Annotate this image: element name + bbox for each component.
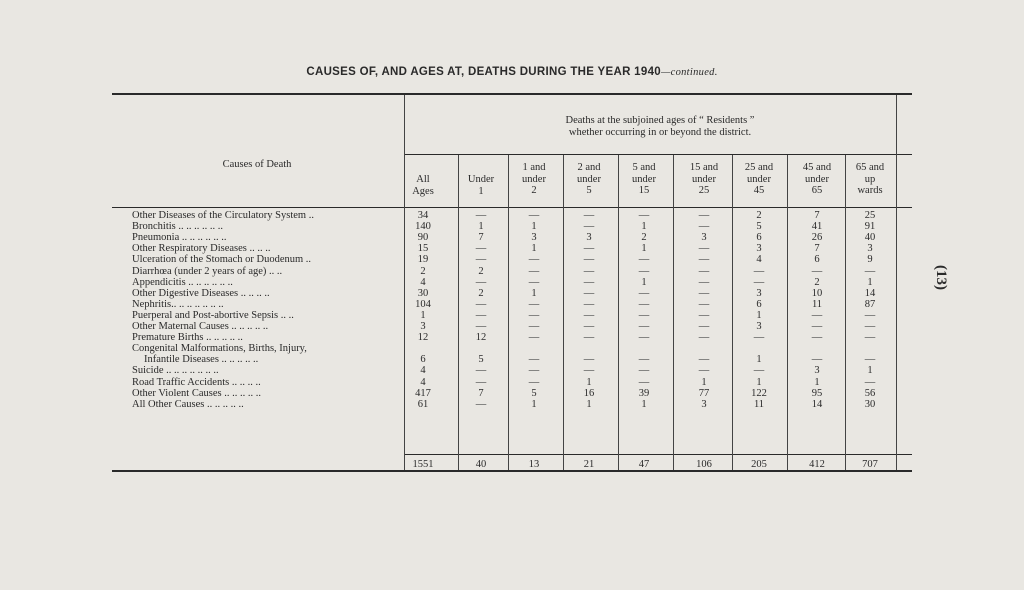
table-row: [0, 277, 1024, 288]
table-cell: 15: [417, 243, 429, 255]
column-header-line: 5: [586, 185, 592, 196]
table-row: [0, 388, 1024, 399]
table-cell: —: [583, 210, 595, 221]
column-header-line: 1 and: [522, 162, 546, 173]
table-cell: —: [528, 276, 540, 288]
table-row: [0, 365, 1024, 376]
cause-label: Diarrhœa (under 2 years of age) .. ..: [132, 265, 283, 277]
table-row: [0, 243, 1024, 254]
table-cell: 1: [531, 221, 537, 233]
table-cell: 4: [420, 365, 426, 377]
table-cell: 1: [814, 376, 820, 388]
total-cell: 106: [696, 459, 712, 470]
table-row: [0, 354, 1024, 365]
page-title: [0, 66, 1024, 78]
column-header-line: 25: [698, 185, 710, 196]
header-bottom-rule: [112, 207, 912, 208]
table-cell: —: [698, 254, 710, 266]
total-cell: 40: [475, 459, 487, 470]
table-cell: 11: [811, 298, 823, 310]
cause-label: Other Respiratory Diseases .. .. ..: [132, 243, 271, 255]
table-cell: 26: [811, 232, 823, 244]
table-cell: —: [864, 376, 876, 388]
cause-label: All Other Causes .. .. .. .. ..: [132, 398, 244, 410]
title-continued: —continued.: [660, 67, 718, 78]
table-cell: —: [583, 221, 595, 233]
table-cell: 1: [586, 398, 592, 410]
table-cell: —: [638, 354, 650, 366]
table-cell: 3: [756, 287, 762, 299]
deaths-header-line1: Deaths at the subjoined ages of “ Residents ”: [565, 115, 755, 126]
table-row: [0, 332, 1024, 343]
table-cell: —: [583, 276, 595, 288]
column-header-line: Under: [467, 174, 495, 185]
table-cell: 2: [420, 265, 426, 277]
cause-label: Appendicitis .. .. .. .. .. ..: [132, 276, 233, 288]
table-cell: —: [638, 265, 650, 277]
table-cell: —: [698, 321, 710, 332]
column-header: [732, 162, 786, 197]
column-header-line: 1: [478, 185, 484, 197]
table-cell: 1: [586, 376, 592, 388]
table-cell: 77: [698, 387, 710, 399]
table-cell: —: [698, 210, 710, 221]
table-cell: 3: [814, 365, 820, 377]
table-cell: 1: [641, 276, 647, 288]
table-cell: —: [864, 309, 876, 321]
table-cell: 104: [415, 298, 431, 310]
cause-label: Other Digestive Diseases .. .. .. ..: [132, 287, 270, 299]
table-cell: —: [528, 254, 540, 266]
table-cell: 1: [420, 309, 426, 321]
table-cell: 61: [417, 398, 429, 410]
table-cell: 34: [417, 210, 429, 221]
table-cell: —: [475, 210, 487, 221]
table-cell: —: [753, 276, 765, 288]
table-cell: 30: [864, 398, 876, 410]
table-cell: 90: [417, 232, 429, 244]
total-cell: 412: [809, 459, 825, 470]
cause-label: Other Diseases of the Circulatory System ..: [132, 210, 314, 221]
table-cell: —: [583, 365, 595, 377]
table-cell: 19: [417, 254, 429, 266]
table-cell: 2: [814, 276, 820, 288]
table-cell: —: [583, 332, 595, 344]
table-cell: —: [698, 354, 710, 366]
table-row: [0, 399, 1024, 410]
column-header: [507, 162, 561, 197]
table-cell: 3: [867, 243, 873, 255]
table-cell: 122: [751, 387, 767, 399]
table-cell: —: [528, 210, 540, 221]
table-cell: —: [864, 332, 876, 344]
column-header-line: 25 and: [744, 162, 774, 173]
table-cell: 91: [864, 221, 876, 233]
table-cell: —: [698, 287, 710, 299]
column-header-line: under: [522, 173, 546, 185]
table-cell: —: [475, 309, 487, 321]
table-cell: —: [698, 298, 710, 310]
column-header: [454, 174, 508, 209]
table-cell: 12: [417, 332, 429, 344]
table-cell: —: [753, 265, 765, 277]
cause-label: Ulceration of the Stomach or Duodenum ..: [132, 254, 312, 266]
table-cell: 10: [811, 287, 823, 299]
table-cell: 7: [478, 387, 484, 399]
table-cell: —: [864, 354, 876, 366]
totals-row: [0, 459, 1024, 471]
table-cell: 5: [531, 387, 537, 399]
table-row: [0, 288, 1024, 299]
table-cell: —: [638, 254, 650, 266]
table-cell: 14: [864, 287, 876, 299]
table-cell: —: [698, 265, 710, 277]
table-cell: 1: [756, 376, 762, 388]
table-cell: 95: [811, 387, 823, 399]
table-cell: —: [583, 354, 595, 366]
table-cell: —: [583, 265, 595, 277]
table-cell: 1: [867, 365, 873, 377]
table-cell: 1: [756, 354, 762, 366]
table-cell: 40: [864, 232, 876, 244]
table-row: [0, 321, 1024, 332]
table-cell: —: [583, 243, 595, 255]
table-cell: —: [864, 265, 876, 277]
cause-label: Pneumonia .. .. .. .. .. ..: [132, 232, 227, 244]
table-cell: 9: [867, 254, 873, 266]
table-cell: 1: [531, 287, 537, 299]
title-main: CAUSES OF, AND AGES AT, DEATHS DURING THE YEAR 1940: [306, 66, 661, 78]
column-header: [843, 162, 897, 197]
column-header-line: up: [864, 173, 876, 185]
total-cell: 205: [751, 459, 767, 470]
cause-label: Congenital Malformations, Births, Injury,: [132, 343, 307, 355]
table-row: [0, 254, 1024, 265]
column-header-line: 2 and: [577, 162, 601, 173]
table-cell: 6: [756, 232, 762, 244]
table-cell: —: [528, 309, 540, 321]
deaths-header-line2: whether occurring in or beyond the district.: [568, 127, 752, 138]
table-cell: —: [698, 332, 710, 344]
column-header-line: 15 and: [689, 162, 719, 173]
table-cell: —: [638, 321, 650, 332]
table-row: [0, 221, 1024, 232]
cause-label: Infantile Diseases .. .. .. .. ..: [144, 354, 259, 366]
table-cell: 5: [478, 354, 484, 366]
table-cell: 3: [586, 232, 592, 244]
table-cell: —: [583, 309, 595, 321]
table-cell: 7: [814, 243, 820, 255]
cause-label: Suicide .. .. .. .. .. .. ..: [132, 365, 219, 377]
table-cell: —: [475, 398, 487, 410]
table-cell: 6: [756, 298, 762, 310]
table-cell: —: [864, 321, 876, 332]
column-header: [396, 174, 450, 209]
table-cell: 6: [814, 254, 820, 266]
table-cell: 3: [701, 398, 707, 410]
deaths-header: [410, 115, 910, 139]
table-cell: —: [528, 298, 540, 310]
table-cell: 3: [756, 321, 762, 332]
table-cell: —: [638, 287, 650, 299]
table-cell: —: [638, 365, 650, 377]
table-cell: 4: [756, 254, 762, 266]
table-cell: 4: [420, 276, 426, 288]
table-cell: 39: [638, 387, 650, 399]
table-cell: 417: [415, 387, 431, 399]
page-number: (13): [933, 265, 949, 290]
cause-label: Puerperal and Post-abortive Sepsis .. ..: [132, 309, 294, 321]
table-cell: —: [638, 376, 650, 388]
table-cell: 14: [811, 398, 823, 410]
table-cell: —: [528, 354, 540, 366]
table-cell: —: [528, 265, 540, 277]
table-cell: —: [475, 298, 487, 310]
table-cell: 87: [864, 298, 876, 310]
table-cell: —: [698, 365, 710, 377]
table-cell: —: [811, 321, 823, 332]
column-header: [677, 162, 731, 197]
table-row: [0, 377, 1024, 388]
table-cell: —: [583, 287, 595, 299]
column-header-line: wards: [857, 185, 883, 196]
table-cell: 1: [531, 243, 537, 255]
table-cell: 56: [864, 387, 876, 399]
table-cell: —: [475, 243, 487, 255]
table-cell: —: [698, 309, 710, 321]
cause-label: Road Traffic Accidents .. .. .. ..: [132, 376, 261, 388]
column-header-line: under: [632, 173, 656, 185]
table-cell: 6: [420, 354, 426, 366]
table-cell: 3: [701, 232, 707, 244]
table-cell: 16: [583, 387, 595, 399]
table-cell: —: [475, 365, 487, 377]
column-header-line: 65 and: [855, 162, 885, 173]
table-cell: 3: [420, 321, 426, 332]
table-cell: —: [753, 365, 765, 377]
table-row: [0, 210, 1024, 221]
table-cell: 2: [756, 210, 762, 221]
table-cell: —: [583, 298, 595, 310]
cause-label: Bronchitis .. .. .. .. .. ..: [132, 221, 223, 233]
column-header-line: 45 and: [802, 162, 832, 173]
table-cell: 140: [415, 221, 431, 233]
table-cell: —: [753, 332, 765, 344]
table-cell: —: [528, 321, 540, 332]
table-cell: —: [811, 354, 823, 366]
subheader-rule: [404, 154, 912, 155]
table-cell: —: [583, 254, 595, 266]
column-header: [617, 162, 671, 197]
table-cell: —: [811, 309, 823, 321]
table-cell: 12: [475, 332, 487, 344]
table-cell: —: [528, 365, 540, 377]
table-cell: —: [638, 298, 650, 310]
table-cell: —: [583, 321, 595, 332]
top-rule: [112, 93, 912, 95]
table-cell: 30: [417, 287, 429, 299]
column-header-line: All: [416, 174, 430, 185]
table-cell: 7: [478, 232, 484, 244]
causes-header: Causes of Death: [222, 159, 292, 170]
table-cell: 1: [641, 243, 647, 255]
table-cell: —: [528, 332, 540, 344]
column-header-line: Ages: [412, 185, 434, 197]
table-row: [0, 310, 1024, 321]
table-cell: —: [698, 221, 710, 233]
table-cell: 1: [478, 221, 484, 233]
cause-label: Other Violent Causes .. .. .. .. ..: [132, 387, 261, 399]
table-cell: 41: [811, 221, 823, 233]
column-header-line: under: [747, 173, 771, 185]
total-cell: 21: [583, 459, 595, 470]
table-cell: 1: [867, 276, 873, 288]
table-cell: 1: [641, 398, 647, 410]
table-cell: —: [475, 254, 487, 266]
table-cell: —: [698, 276, 710, 288]
column-header: [790, 162, 844, 197]
column-header-line: [454, 197, 508, 209]
column-header-line: [396, 197, 450, 209]
table-cell: 5: [756, 221, 762, 233]
table-cell: —: [528, 376, 540, 388]
table-row: [0, 232, 1024, 243]
column-header: [562, 162, 616, 197]
column-header-line: 5 and: [632, 162, 656, 173]
table-cell: 4: [420, 376, 426, 388]
table-cell: —: [811, 265, 823, 277]
total-cell: 13: [528, 459, 540, 470]
table-cell: 3: [531, 232, 537, 244]
table-cell: 2: [478, 287, 484, 299]
total-cell: 47: [638, 459, 650, 470]
table-cell: —: [475, 276, 487, 288]
table-cell: —: [638, 309, 650, 321]
column-header-line: under: [692, 173, 716, 185]
table-cell: —: [811, 332, 823, 344]
table-cell: —: [638, 332, 650, 344]
table-cell: 1: [756, 309, 762, 321]
column-header-line: 2: [531, 185, 537, 196]
table-cell: 11: [753, 398, 765, 410]
table-cell: 25: [864, 210, 876, 221]
table-row: [0, 343, 1024, 354]
table-cell: —: [475, 321, 487, 332]
totals-top-rule: [404, 454, 912, 455]
table-cell: 7: [814, 210, 820, 221]
table-row: [0, 266, 1024, 277]
table-cell: 1: [701, 376, 707, 388]
total-cell: 707: [862, 459, 878, 470]
total-cell: 1551: [412, 459, 434, 470]
table-cell: —: [638, 210, 650, 221]
table-cell: 1: [641, 221, 647, 233]
table-cell: 3: [756, 243, 762, 255]
cause-label: Premature Births .. .. .. .. ..: [132, 332, 243, 344]
table-cell: 2: [478, 265, 484, 277]
column-header-line: under: [577, 173, 601, 185]
table-cell: 2: [641, 232, 647, 244]
column-header-line: 45: [753, 185, 765, 196]
cause-label: Nephritis.. .. .. .. .. .. ..: [132, 298, 224, 310]
cause-label: Other Maternal Causes .. .. .. .. ..: [132, 321, 269, 332]
table-cell: 1: [531, 398, 537, 410]
table-row: [0, 299, 1024, 310]
column-header-line: under: [805, 173, 829, 185]
table-cell: —: [698, 243, 710, 255]
column-header-line: 65: [811, 185, 823, 196]
table-cell: —: [475, 376, 487, 388]
column-header-line: 15: [638, 185, 650, 196]
